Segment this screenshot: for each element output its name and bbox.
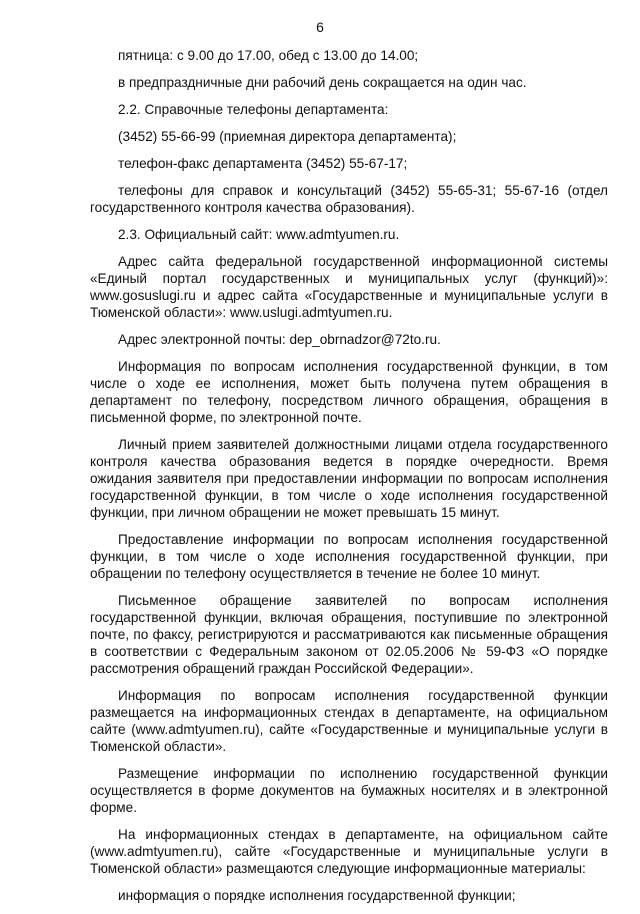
paragraph: Информация по вопросам исполнения государственной функции размещается на информационных стендах в департаменте, на официальном сайте (www.admtyumen.ru), сайте «Государственные и муниципальные услуги в Тюменской области». xyxy=(90,688,608,754)
paragraph: телефоны для справок и консультаций (3452) 55-65-31; 55-67-16 (отдел государственного контроля качества образования). xyxy=(90,183,608,215)
paragraph: 2.2. Справочные телефоны департамента: xyxy=(118,102,389,117)
paragraph: информация о порядке исполнения государственной функции; xyxy=(118,888,516,903)
paragraph: Личный прием заявителей должностными лицами отдела государственного контроля качества образования ведется в порядке очередности. Время ожидания заявителя при предоставлении информации по вопросам исполнения государственной функции, в том числе о ходе исполнения государственной функции, при личном обращении не может превышать 15 минут. xyxy=(90,437,608,520)
paragraph: пятница: с 9.00 до 17.00, обед с 13.00 до 14.00; xyxy=(118,48,419,63)
paragraph: Адрес электронной почты: dep_obrnadzor@72to.ru. xyxy=(118,332,441,347)
paragraph: в предпраздничные дни рабочий день сокращается на один час. xyxy=(118,75,527,90)
paragraph: Размещение информации по исполнению государственной функции осуществляется в форме документов на бумажных носителях и в электронной форме. xyxy=(90,766,608,815)
paragraph: Предоставление информации по вопросам исполнения государственной функции, в том числе о ходе исполнения государственной функции, при обращении по телефону осуществляется в течение не более 10 минут. xyxy=(90,532,608,581)
paragraph: 2.3. Официальный сайт: www.admtyumen.ru. xyxy=(118,227,400,242)
paragraph: Адрес сайта федеральной государственной информационной системы «Единый портал государственных и муниципальных услуг (функций)»: www.gosuslugi.ru и адрес сайта «Государственные и муниципальные услуги в Тюменской области»: www.uslugi.admtyumen.ru. xyxy=(90,254,608,320)
paragraph: (3452) 55-66-99 (приемная директора департамента); xyxy=(118,129,457,144)
paragraph: Письменное обращение заявителей по вопросам исполнения государственной функции, включая обращения, поступившие по электронной почте, по факсу, регистрируются и рассматриваются как письменные обращения в соответствии с Федеральным законом от 02.05.2006 № 59-ФЗ «О порядке рассмотрения обращений граждан Российской Федерации». xyxy=(90,593,608,676)
document-body xyxy=(90,47,608,914)
page-number: 6 xyxy=(316,19,324,35)
paragraph: Информация по вопросам исполнения государственной функции, в том числе о ходе ее исполнения, может быть получена путем обращения в департамент по телефону, посредством личного обращения, обращения в письменной форме, по электронной почте. xyxy=(90,359,608,425)
paragraph: На информационных стендах в департаменте, на официальном сайте (www.admtyumen.ru), сайте «Государственные и муниципальные услуги в Тюменской области» размещаются следующие информационные материалы: xyxy=(90,827,608,876)
paragraph: телефон-факс департамента (3452) 55-67-17; xyxy=(118,156,408,171)
